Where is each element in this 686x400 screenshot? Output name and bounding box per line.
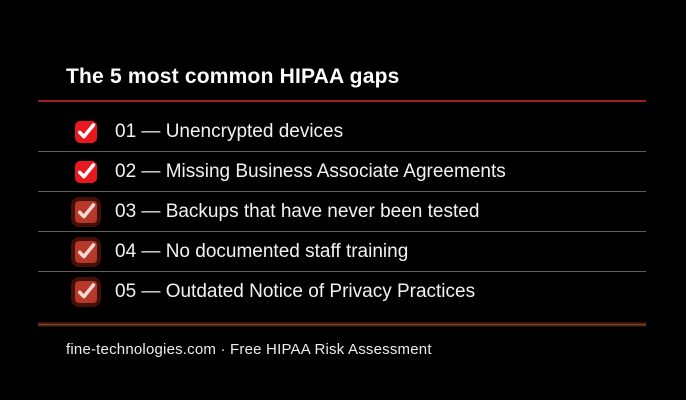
list-item-label: 02 — Missing Business Associate Agreements <box>115 160 506 182</box>
checked-checkbox-icon <box>75 281 97 303</box>
checked-checkbox-icon <box>75 241 97 263</box>
hipaa-gaps-list <box>38 102 646 312</box>
checked-checkbox-icon <box>75 161 97 183</box>
footer-text: fine-technologies.com · Free HIPAA Risk Assessment <box>66 341 432 358</box>
list-item-label: 03 — Backups that have never been tested <box>115 200 480 222</box>
list-item-label: 05 — Outdated Notice of Privacy Practices <box>115 281 476 302</box>
list-item <box>38 152 646 192</box>
list-item-label: 04 — No documented staff training <box>115 240 409 262</box>
list-item <box>38 112 646 152</box>
list-item-label: 01 — Unencrypted devices <box>115 120 344 142</box>
page-title: The 5 most common HIPAA gaps <box>66 65 400 88</box>
bottom-divider <box>38 322 646 327</box>
list-item <box>38 232 646 272</box>
list-item <box>38 272 646 312</box>
list-item <box>38 192 646 232</box>
checked-checkbox-icon <box>75 201 97 223</box>
checked-checkbox-icon <box>75 121 97 143</box>
